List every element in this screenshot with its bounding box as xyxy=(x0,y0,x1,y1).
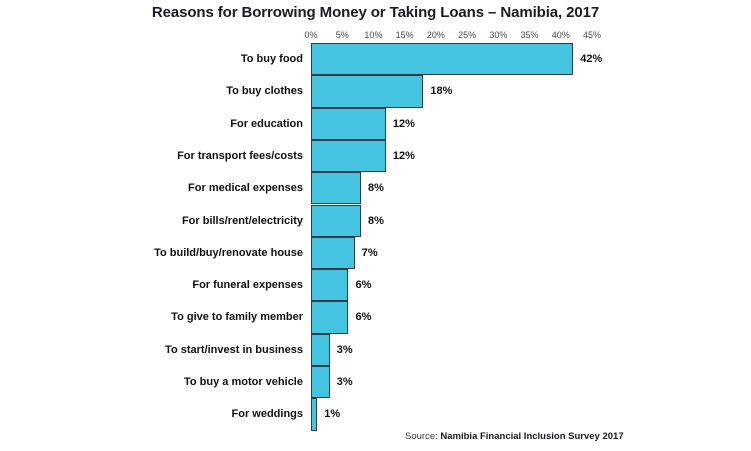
category-label: For weddings xyxy=(231,408,303,421)
source-note xyxy=(405,431,624,442)
bar xyxy=(311,108,386,140)
category-label: To buy a motor vehicle xyxy=(184,376,303,388)
category-label: For education xyxy=(230,117,303,130)
category-label: For transport fees/costs xyxy=(177,149,303,162)
x-tick-label: 0% xyxy=(304,30,318,40)
source-prefix: Source: xyxy=(405,431,441,442)
value-label: 7% xyxy=(361,246,378,259)
category-labels xyxy=(0,43,303,431)
category-label: To buy food xyxy=(240,53,303,65)
x-tick-label: 20% xyxy=(426,30,445,40)
category-label: To give to family member xyxy=(171,311,303,324)
bar xyxy=(311,172,361,204)
x-tick-label: 40% xyxy=(551,30,570,40)
value-label: 3% xyxy=(336,343,353,356)
value-label: 12% xyxy=(392,149,415,162)
x-tick-label: 30% xyxy=(489,30,508,40)
value-label: 6% xyxy=(355,279,372,292)
category-label: To build/buy/renovate house xyxy=(154,246,303,259)
bar xyxy=(311,366,330,398)
x-tick-label: 45% xyxy=(582,30,602,40)
bar xyxy=(311,334,330,366)
value-label: 1% xyxy=(324,408,341,421)
value-label: 8% xyxy=(367,214,384,227)
x-tick-label: 25% xyxy=(458,30,477,40)
x-tick-label: 10% xyxy=(364,30,383,40)
value-label: 18% xyxy=(430,85,453,98)
bar xyxy=(311,269,348,301)
plot-area xyxy=(311,43,751,431)
value-label: 12% xyxy=(392,117,415,130)
bar xyxy=(311,205,361,237)
source-text: Namibia Financial Inclusion Survey 2017 xyxy=(440,431,624,442)
value-label: 8% xyxy=(367,182,384,195)
x-axis xyxy=(304,30,602,42)
x-tick-label: 15% xyxy=(395,30,414,40)
bar xyxy=(311,301,348,333)
value-label: 42% xyxy=(580,53,603,65)
value-label: 3% xyxy=(336,376,353,388)
category-label: To buy clothes xyxy=(226,85,303,98)
value-label: 6% xyxy=(355,311,372,324)
category-label: For bills/rent/electricity xyxy=(181,214,303,227)
x-tick-label: 35% xyxy=(520,30,539,40)
bar xyxy=(311,398,317,430)
chart-title: Reasons for Borrowing Money or Taking Loans – Namibia, 2017 xyxy=(151,4,600,21)
category-label: To start/invest in business xyxy=(165,343,303,356)
bar xyxy=(311,140,386,172)
bar xyxy=(311,43,573,75)
bar xyxy=(311,237,355,269)
bar xyxy=(311,75,423,107)
category-label: For funeral expenses xyxy=(192,279,303,292)
x-tick-label: 5% xyxy=(335,30,349,40)
category-label: For medical expenses xyxy=(188,182,303,195)
